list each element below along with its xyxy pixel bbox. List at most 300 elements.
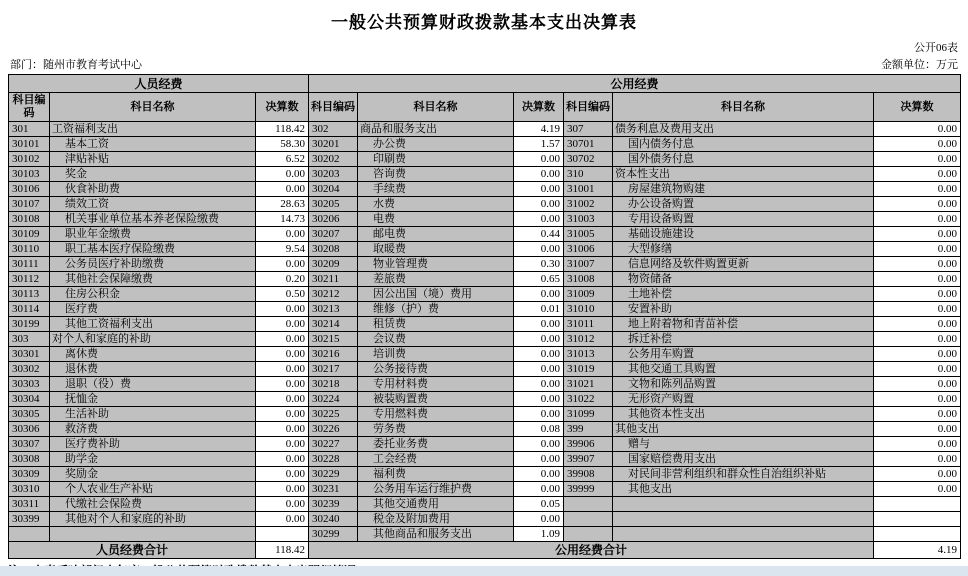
subject-name-cell: 其他交通工具购置 (613, 362, 874, 377)
table-row (9, 347, 961, 362)
subject-name-cell: 资本性支出 (613, 167, 874, 182)
subject-code-cell: 31003 (564, 212, 613, 227)
subject-name-cell: 房屋建筑物购建 (613, 182, 874, 197)
col-header-code: 科目编码 (9, 93, 50, 122)
subject-name-cell: 退休费 (50, 362, 256, 377)
subject-code-cell: 30205 (309, 197, 358, 212)
subject-name-cell: 福利费 (358, 467, 514, 482)
amount-cell: 1.57 (514, 137, 564, 152)
subject-code-cell: 399 (564, 422, 613, 437)
subject-name-cell: 工会经费 (358, 452, 514, 467)
subject-code-cell: 307 (564, 122, 613, 137)
amount-cell: 58.30 (256, 137, 309, 152)
subject-code-cell: 39999 (564, 482, 613, 497)
subject-code-cell: 30208 (309, 242, 358, 257)
subject-name-cell: 职业年金缴费 (50, 227, 256, 242)
amount-cell: 0.00 (256, 467, 309, 482)
subject-code-cell: 310 (564, 167, 613, 182)
subject-code-cell: 30310 (9, 482, 50, 497)
subject-code-cell: 30114 (9, 302, 50, 317)
amount-cell: 0.00 (514, 377, 564, 392)
col-header-name: 科目名称 (358, 93, 514, 122)
subject-name-cell: 培训费 (358, 347, 514, 362)
amount-cell: 0.00 (514, 212, 564, 227)
subject-name-cell: 赠与 (613, 437, 874, 452)
subject-name-cell: 助学金 (50, 452, 256, 467)
subject-code-cell: 30207 (309, 227, 358, 242)
amount-cell: 4.19 (514, 122, 564, 137)
col-header-name: 科目名称 (613, 93, 874, 122)
amount-cell: 0.00 (874, 377, 961, 392)
amount-cell: 0.00 (874, 212, 961, 227)
amount-cell: 0.65 (514, 272, 564, 287)
table-row (9, 122, 961, 137)
bottom-strip (0, 566, 968, 576)
subject-name-cell: 国外债务付息 (613, 152, 874, 167)
amount-cell: 0.30 (514, 257, 564, 272)
amount-cell (874, 527, 961, 542)
subject-code-cell: 30209 (309, 257, 358, 272)
personnel-total-label: 人员经费合计 (9, 542, 256, 559)
amount-cell: 0.00 (514, 407, 564, 422)
subject-code-cell: 30107 (9, 197, 50, 212)
table-code: 公开06表 (914, 42, 958, 54)
subject-name-cell: 抚恤金 (50, 392, 256, 407)
subject-code-cell: 30103 (9, 167, 50, 182)
amount-cell: 1.09 (514, 527, 564, 542)
subject-name-cell: 专用材料费 (358, 377, 514, 392)
subject-code-cell: 30226 (309, 422, 358, 437)
amount-cell: 0.00 (514, 482, 564, 497)
subject-name-cell: 因公出国（境）费用 (358, 287, 514, 302)
subject-name-cell: 商品和服务支出 (358, 122, 514, 137)
subject-code-cell: 30109 (9, 227, 50, 242)
subject-name-cell: 信息网络及软件购置更新 (613, 257, 874, 272)
subject-name-cell: 其他对个人和家庭的补助 (50, 512, 256, 527)
amount-cell: 0.00 (874, 392, 961, 407)
unit-label: 金额单位：万元 (881, 59, 958, 71)
subject-code-cell: 30113 (9, 287, 50, 302)
amount-cell (874, 497, 961, 512)
subject-code-cell: 30225 (309, 407, 358, 422)
subject-code-cell: 30227 (309, 437, 358, 452)
subject-code-cell: 30309 (9, 467, 50, 482)
amount-cell: 0.00 (514, 467, 564, 482)
table-row (9, 392, 961, 407)
subject-code-cell: 31013 (564, 347, 613, 362)
amount-cell: 0.00 (514, 167, 564, 182)
col-header-code: 科目编码 (309, 93, 358, 122)
table-row (9, 212, 961, 227)
table-body (9, 122, 961, 542)
amount-cell: 0.00 (514, 197, 564, 212)
subject-code-cell: 30240 (309, 512, 358, 527)
subject-name-cell: 专用设备购置 (613, 212, 874, 227)
subject-code-cell: 30211 (309, 272, 358, 287)
subject-name-cell: 职工基本医疗保险缴费 (50, 242, 256, 257)
subject-code-cell: 31009 (564, 287, 613, 302)
amount-cell: 0.44 (514, 227, 564, 242)
subject-code-cell: 30201 (309, 137, 358, 152)
subject-name-cell: 个人农业生产补贴 (50, 482, 256, 497)
subject-code-cell: 31001 (564, 182, 613, 197)
subject-code-cell: 30702 (564, 152, 613, 167)
subject-code-cell: 30199 (9, 317, 50, 332)
subject-code-cell: 30302 (9, 362, 50, 377)
amount-cell: 0.00 (874, 437, 961, 452)
amount-cell: 0.00 (256, 257, 309, 272)
table-row (9, 377, 961, 392)
subject-code-cell: 30217 (309, 362, 358, 377)
subject-code-cell: 30106 (9, 182, 50, 197)
table-row (9, 452, 961, 467)
subject-code-cell: 30218 (309, 377, 358, 392)
subject-name-cell: 救济费 (50, 422, 256, 437)
subject-name-cell: 国内债务付息 (613, 137, 874, 152)
amount-cell: 0.00 (874, 182, 961, 197)
table-row (9, 197, 961, 212)
subject-code-cell: 30110 (9, 242, 50, 257)
subject-code-cell: 30304 (9, 392, 50, 407)
subject-code-cell: 30224 (309, 392, 358, 407)
subject-code-cell: 30307 (9, 437, 50, 452)
subject-name-cell: 奖金 (50, 167, 256, 182)
subject-code-cell: 30206 (309, 212, 358, 227)
amount-cell: 0.00 (874, 302, 961, 317)
amount-cell: 0.01 (514, 302, 564, 317)
amount-cell: 14.73 (256, 212, 309, 227)
amount-cell: 0.00 (514, 362, 564, 377)
subject-code-cell: 31006 (564, 242, 613, 257)
amount-cell: 0.00 (874, 287, 961, 302)
page-title: 一般公共预算财政拨款基本支出决算表 (331, 13, 637, 32)
amount-cell: 0.00 (874, 362, 961, 377)
table-row (9, 227, 961, 242)
amount-cell: 0.00 (514, 452, 564, 467)
amount-cell: 0.00 (256, 317, 309, 332)
amount-cell: 0.00 (514, 512, 564, 527)
amount-cell: 0.00 (514, 152, 564, 167)
group-header-row (9, 75, 961, 93)
subject-name-cell: 被装购置费 (358, 392, 514, 407)
amount-cell: 0.00 (256, 332, 309, 347)
subject-code-cell: 30228 (309, 452, 358, 467)
amount-cell: 0.00 (874, 317, 961, 332)
amount-cell: 0.00 (874, 197, 961, 212)
subject-code-cell: 30701 (564, 137, 613, 152)
subject-name-cell: 会议费 (358, 332, 514, 347)
amount-cell: 0.00 (256, 497, 309, 512)
subject-name-cell: 其他社会保障缴费 (50, 272, 256, 287)
subject-code-cell: 30213 (309, 302, 358, 317)
subject-name-cell: 税金及附加费用 (358, 512, 514, 527)
subject-code-cell: 30311 (9, 497, 50, 512)
amount-cell: 0.00 (256, 227, 309, 242)
amount-cell: 118.42 (256, 122, 309, 137)
amount-cell: 0.00 (514, 182, 564, 197)
subject-name-cell: 公务用车运行维护费 (358, 482, 514, 497)
subject-name-cell: 咨询费 (358, 167, 514, 182)
subject-name-cell: 地上附着物和青苗补偿 (613, 317, 874, 332)
amount-cell: 0.00 (514, 392, 564, 407)
amount-cell: 0.00 (874, 407, 961, 422)
subject-name-cell: 退职（役）费 (50, 377, 256, 392)
table-row (9, 257, 961, 272)
subject-name-cell: 其他商品和服务支出 (358, 527, 514, 542)
subject-name-cell: 津贴补贴 (50, 152, 256, 167)
table-row (9, 287, 961, 302)
meta-line (10, 56, 958, 72)
amount-cell: 0.00 (874, 422, 961, 437)
col-header-amount: 决算数 (874, 93, 961, 122)
table-row (9, 137, 961, 152)
subject-code-cell: 30111 (9, 257, 50, 272)
subject-name-cell: 物资储备 (613, 272, 874, 287)
amount-cell: 0.00 (256, 347, 309, 362)
subject-code-cell (564, 512, 613, 527)
table-row (9, 422, 961, 437)
subject-code-cell: 31022 (564, 392, 613, 407)
amount-cell: 0.00 (874, 257, 961, 272)
subject-name-cell: 专用燃料费 (358, 407, 514, 422)
subject-code-cell: 31012 (564, 332, 613, 347)
table-row (9, 242, 961, 257)
amount-cell: 0.00 (514, 242, 564, 257)
subject-name-cell: 公务接待费 (358, 362, 514, 377)
subject-name-cell: 印刷费 (358, 152, 514, 167)
table-row (9, 527, 961, 542)
table-row (9, 407, 961, 422)
subject-name-cell: 公务用车购置 (613, 347, 874, 362)
public-total-label: 公用经费合计 (309, 542, 874, 559)
subject-code-cell: 303 (9, 332, 50, 347)
subject-code-cell: 31011 (564, 317, 613, 332)
subject-name-cell: 伙食补助费 (50, 182, 256, 197)
subject-name-cell: 文物和陈列品购置 (613, 377, 874, 392)
amount-cell: 0.00 (514, 437, 564, 452)
subject-name-cell: 其他资本性支出 (613, 407, 874, 422)
subject-name-cell: 差旅费 (358, 272, 514, 287)
subject-code-cell: 31019 (564, 362, 613, 377)
subject-code-cell: 30216 (309, 347, 358, 362)
amount-cell: 9.54 (256, 242, 309, 257)
subject-name-cell: 机关事业单位基本养老保险缴费 (50, 212, 256, 227)
amount-cell: 0.00 (874, 227, 961, 242)
subject-name-cell: 国家赔偿费用支出 (613, 452, 874, 467)
amount-cell: 0.00 (256, 452, 309, 467)
amount-cell: 0.08 (514, 422, 564, 437)
subject-name-cell: 委托业务费 (358, 437, 514, 452)
amount-cell: 0.00 (514, 317, 564, 332)
amount-cell: 0.00 (256, 167, 309, 182)
subject-code-cell: 301 (9, 122, 50, 137)
subject-code-cell: 30101 (9, 137, 50, 152)
subject-code-cell (9, 527, 50, 542)
subject-code-cell: 30229 (309, 467, 358, 482)
amount-cell: 0.00 (256, 392, 309, 407)
subject-name-cell: 公务员医疗补助缴费 (50, 257, 256, 272)
subject-code-cell: 30215 (309, 332, 358, 347)
table-row (9, 167, 961, 182)
amount-cell: 28.63 (256, 197, 309, 212)
subject-name-cell: 医疗费 (50, 302, 256, 317)
public-total-value: 4.19 (874, 542, 961, 559)
subject-name-cell: 对民间非营利组织和群众性自治组织补贴 (613, 467, 874, 482)
amount-cell: 0.00 (256, 302, 309, 317)
subject-code-cell: 31007 (564, 257, 613, 272)
subject-code-cell: 30301 (9, 347, 50, 362)
subject-name-cell: 离休费 (50, 347, 256, 362)
subject-code-cell: 30108 (9, 212, 50, 227)
subject-code-cell: 31008 (564, 272, 613, 287)
subject-code-cell: 39907 (564, 452, 613, 467)
subject-code-cell: 30102 (9, 152, 50, 167)
table-row (9, 332, 961, 347)
amount-cell: 0.00 (256, 377, 309, 392)
col-header-name: 科目名称 (50, 93, 256, 122)
col-header-amount: 决算数 (256, 93, 309, 122)
amount-cell: 0.50 (256, 287, 309, 302)
amount-cell: 0.00 (874, 167, 961, 182)
subject-code-cell: 30239 (309, 497, 358, 512)
subject-code-cell: 30305 (9, 407, 50, 422)
subject-name-cell: 债务利息及费用支出 (613, 122, 874, 137)
subject-name-cell: 住房公积金 (50, 287, 256, 302)
subject-name-cell: 其他交通费用 (358, 497, 514, 512)
group-header-personnel: 人员经费 (9, 75, 309, 93)
amount-cell: 0.00 (514, 347, 564, 362)
subject-code-cell: 30231 (309, 482, 358, 497)
personnel-total-value: 118.42 (256, 542, 309, 559)
subject-name-cell: 其他支出 (613, 422, 874, 437)
amount-cell: 0.00 (874, 137, 961, 152)
subject-code-cell: 30308 (9, 452, 50, 467)
table-row (9, 512, 961, 527)
amount-cell: 0.00 (874, 452, 961, 467)
amount-cell: 0.00 (874, 272, 961, 287)
subject-name-cell: 基础设施建设 (613, 227, 874, 242)
subject-code-cell: 31021 (564, 377, 613, 392)
amount-cell: 0.00 (256, 482, 309, 497)
col-header-code: 科目编码 (564, 93, 613, 122)
subject-code-cell: 302 (309, 122, 358, 137)
expenditure-table (8, 74, 961, 559)
table-row (9, 437, 961, 452)
department-label: 部门：随州市教育考试中心 (10, 59, 142, 71)
amount-cell: 0.00 (514, 287, 564, 302)
table-row (9, 182, 961, 197)
amount-cell: 0.00 (256, 182, 309, 197)
table-row (9, 152, 961, 167)
amount-cell: 0.20 (256, 272, 309, 287)
subject-code-cell: 30204 (309, 182, 358, 197)
subject-name-cell: 水费 (358, 197, 514, 212)
subject-name-cell: 租赁费 (358, 317, 514, 332)
amount-cell: 6.52 (256, 152, 309, 167)
subject-name-cell: 邮电费 (358, 227, 514, 242)
amount-cell: 0.00 (256, 407, 309, 422)
column-header-row (9, 93, 961, 122)
subject-code-cell: 30399 (9, 512, 50, 527)
amount-cell: 0.00 (874, 122, 961, 137)
subject-code-cell: 30306 (9, 422, 50, 437)
subject-name-cell: 无形资产购置 (613, 392, 874, 407)
amount-cell: 0.00 (874, 347, 961, 362)
amount-cell: 0.00 (874, 242, 961, 257)
table-row (9, 272, 961, 287)
table-row (9, 482, 961, 497)
subject-code-cell: 30214 (309, 317, 358, 332)
amount-cell: 0.00 (256, 422, 309, 437)
group-header-public: 公用经费 (309, 75, 961, 93)
subject-name-cell: 安置补助 (613, 302, 874, 317)
amount-cell: 0.00 (256, 512, 309, 527)
amount-cell: 0.00 (874, 152, 961, 167)
subject-name-cell (50, 527, 256, 542)
subject-code-cell: 30112 (9, 272, 50, 287)
subject-name-cell: 生活补助 (50, 407, 256, 422)
total-row (9, 542, 961, 559)
subject-name-cell: 办公费 (358, 137, 514, 152)
subject-name-cell: 对个人和家庭的补助 (50, 332, 256, 347)
subject-name-cell: 劳务费 (358, 422, 514, 437)
table-row (9, 497, 961, 512)
subject-name-cell: 其他工资福利支出 (50, 317, 256, 332)
subject-code-cell: 30203 (309, 167, 358, 182)
subject-code-cell: 39906 (564, 437, 613, 452)
subject-code-cell: 30303 (9, 377, 50, 392)
col-header-amount: 决算数 (514, 93, 564, 122)
amount-cell (256, 527, 309, 542)
subject-name-cell: 电费 (358, 212, 514, 227)
subject-name-cell: 医疗费补助 (50, 437, 256, 452)
subject-name-cell (613, 497, 874, 512)
subject-code-cell: 30299 (309, 527, 358, 542)
subject-name-cell: 基本工资 (50, 137, 256, 152)
subject-code-cell: 30212 (309, 287, 358, 302)
amount-cell: 0.05 (514, 497, 564, 512)
subject-code-cell: 31099 (564, 407, 613, 422)
subject-name-cell: 维修（护）费 (358, 302, 514, 317)
subject-name-cell: 奖励金 (50, 467, 256, 482)
subject-code-cell (564, 527, 613, 542)
subject-name-cell (613, 512, 874, 527)
subject-code-cell: 31002 (564, 197, 613, 212)
subject-name-cell (613, 527, 874, 542)
amount-cell: 0.00 (514, 332, 564, 347)
table-row (9, 467, 961, 482)
subject-name-cell: 绩效工资 (50, 197, 256, 212)
amount-cell: 0.00 (874, 467, 961, 482)
subject-name-cell: 工资福利支出 (50, 122, 256, 137)
amount-cell: 0.00 (874, 482, 961, 497)
subject-name-cell: 取暖费 (358, 242, 514, 257)
amount-cell: 0.00 (256, 362, 309, 377)
subject-name-cell: 物业管理费 (358, 257, 514, 272)
subject-name-cell: 手续费 (358, 182, 514, 197)
subject-name-cell: 其他支出 (613, 482, 874, 497)
subject-name-cell: 土地补偿 (613, 287, 874, 302)
subject-name-cell: 大型修缮 (613, 242, 874, 257)
table-row (9, 362, 961, 377)
table-row (9, 302, 961, 317)
amount-cell: 0.00 (874, 332, 961, 347)
subject-code-cell: 30202 (309, 152, 358, 167)
amount-cell: 0.00 (256, 437, 309, 452)
subject-code-cell: 39908 (564, 467, 613, 482)
table-row (9, 317, 961, 332)
subject-name-cell: 拆迁补偿 (613, 332, 874, 347)
